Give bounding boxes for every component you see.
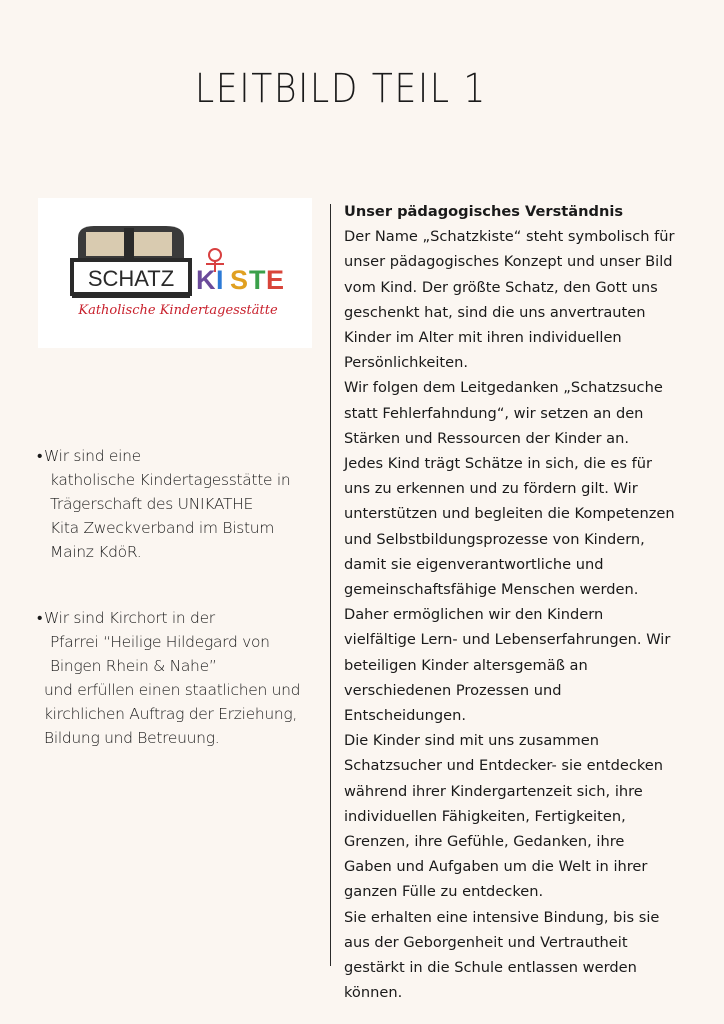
- paragraph-line: können.: [344, 984, 403, 1002]
- logo-letter-e: E: [266, 265, 285, 295]
- bullet-dot: •: [37, 609, 43, 627]
- paragraph-line: verschiedenen Prozessen und: [344, 681, 562, 699]
- page-title: LEITBILD TEIL 1: [195, 66, 487, 112]
- paragraph-line: Schatzsucher und Entdecker- sie entdecken: [344, 757, 663, 775]
- logo-word-left: SCHATZ: [87, 266, 175, 291]
- bullet-1-line: Kita Zweckverband im Bistum: [50, 519, 275, 537]
- paragraph-line: ganzen Fülle zu entdecken.: [344, 883, 544, 901]
- paragraph-line: Sie erhalten eine intensive Bindung, bis sie: [344, 908, 660, 926]
- paragraph-line: Entscheidungen.: [344, 707, 466, 725]
- bullet-1-line: Trägerschaft des UNIKATHE: [50, 495, 253, 513]
- paragraph-line: während ihrer Kindergartenzeit sich, ihre: [344, 782, 643, 800]
- paragraph-line: uns zu erkennen und zu fördern gilt. Wir: [344, 480, 638, 498]
- column-divider: [330, 204, 331, 966]
- paragraph-line: Der Name „Schatzkiste“ steht symbolisch für: [344, 228, 675, 246]
- logo-letter-t: T: [249, 265, 266, 295]
- paragraph-line: Jedes Kind trägt Schätze in sich, die es für: [344, 455, 653, 473]
- treasure-chest-logo: [38, 198, 312, 348]
- chest-panel-right: [134, 232, 172, 256]
- chest-band: [124, 228, 134, 260]
- paragraph-line: geschenkt hat, sind die uns anvertrauten: [344, 303, 646, 321]
- paragraph-line: vom Kind. Der größte Schatz, den Gott uns: [344, 278, 658, 296]
- bullet-2-line: Wir sind Kirchort in der: [44, 609, 215, 627]
- bullet-2-line: Bingen Rhein & Nahe”: [50, 657, 217, 675]
- bullet-2-line: und erfüllen einen staatlichen und: [44, 681, 301, 699]
- chest-panel-left: [86, 232, 124, 256]
- paragraph-line: unser pädagogisches Konzept und unser Bild: [344, 253, 673, 271]
- paragraph-line: damit sie eigenverantwortliche und: [344, 555, 604, 573]
- paragraph-line: individuellen Fähigkeiten, Fertigkeiten,: [344, 807, 626, 825]
- logo-letter-k: K: [196, 265, 216, 295]
- logo-letter-i: I: [216, 265, 224, 295]
- paragraph-line: Daher ermöglichen wir den Kindern: [344, 606, 604, 624]
- bullet-item-2: [34, 606, 324, 750]
- paragraph-line: Persönlichkeiten.: [344, 354, 468, 372]
- bullet-2-line: kirchlichen Auftrag der Erziehung,: [44, 705, 298, 723]
- bullet-dot: •: [37, 447, 43, 465]
- paragraph-line: vielfältige Lern- und Lebenserfahrungen. Wir: [344, 631, 671, 649]
- paragraph-line: gemeinschaftsfähige Menschen werden.: [344, 581, 639, 599]
- section-heading: Unser pädagogisches Verständnis: [344, 203, 624, 220]
- bullet-2-line: Bildung und Betreuung.: [44, 729, 220, 747]
- paragraph-line: Gaben und Aufgaben um die Welt in ihrer: [344, 858, 648, 876]
- paragraph-line: Die Kinder sind mit uns zusammen: [344, 732, 599, 750]
- bullet-item-1: [34, 444, 324, 564]
- paragraph-line: Stärken und Ressourcen der Kinder an.: [344, 429, 630, 447]
- bullet-2-line: Pfarrei “Heilige Hildegard von: [50, 633, 270, 651]
- logo: [38, 198, 312, 348]
- stick-figure-head-icon: [209, 249, 221, 261]
- right-text-column: [344, 199, 706, 1006]
- logo-subtitle: Katholische Kindertagesstätte: [78, 303, 278, 318]
- paragraph-line: beteiligen Kinder altersgemäß an: [344, 656, 588, 674]
- bullet-1-line: Mainz KdöR.: [50, 543, 142, 561]
- paragraph-line: und Selbstbildungsprozesse von Kindern,: [344, 530, 645, 548]
- paragraph-line: Grenzen, ihre Gefühle, Gedanken, ihre: [344, 833, 625, 851]
- paragraph-line: unterstützen und begleiten die Kompetenzen: [344, 505, 675, 523]
- paragraph-line: Kinder im Alter mit ihren individuellen: [344, 329, 622, 347]
- paragraph-line: aus der Geborgenheit und Vertrautheit: [344, 933, 628, 951]
- chest-base: [72, 292, 190, 298]
- paragraph-line: gestärkt in die Schule entlassen werden: [344, 959, 637, 977]
- bullet-1-line: katholische Kindertagesstätte in: [50, 471, 291, 489]
- paragraph-line: statt Fehlerfahndung“, wir setzen an den: [344, 404, 644, 422]
- bullet-1-line: Wir sind eine: [44, 447, 141, 465]
- left-bullet-list: [34, 444, 324, 792]
- logo-letter-s: S: [230, 265, 249, 295]
- paragraph-line: Wir folgen dem Leitgedanken „Schatzsuche: [344, 379, 663, 397]
